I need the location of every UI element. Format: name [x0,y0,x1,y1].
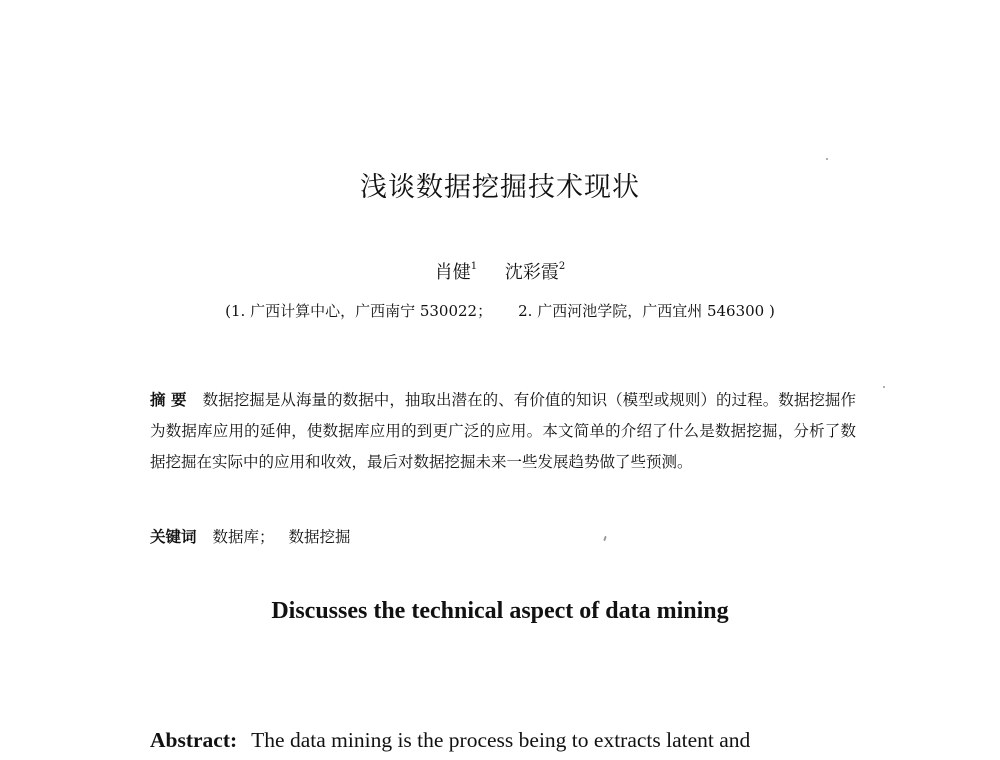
abstract-en-label: Abstract: [150,728,238,752]
abstract-cn [150,385,856,478]
author-name: 沈彩霞 [504,262,559,283]
author-affil-mark: 1 [470,261,478,272]
keywords-label: 关键词 [150,528,197,546]
affiliation-2: 2. 广西河池学院，广西宜州 546300 [518,302,765,320]
keywords [150,525,856,547]
paper-title-cn: 浅谈数据挖掘技术现状 [360,172,640,203]
abstract-en-text: The data mining is the process being to extracts latent and [251,728,751,752]
scan-speck [883,386,885,388]
abstract-cn-text: 数据挖掘是从海量的数据中，抽取出潜在的、有价值的知识（模型或规则）的过程。数据挖掘作为数据库应用的延伸，使数据库应用的到更广泛的应用。本文简单的介绍了什么是数据挖掘，分析了数据挖掘在实际中的应用和收效，最后对数据挖掘未来一些发展趋势做了些预测。 [150,391,856,471]
paper-title-en: Discusses the technical aspect of data mining [271,598,729,624]
affiliation-1: 1. 广西计算中心，广西南宁 530022； [230,302,493,320]
affil-open-paren: ( [225,302,231,320]
affil-close-paren: ) [769,302,775,320]
author-affil-mark: 2 [558,261,566,272]
author-line [0,258,1000,284]
affiliations [0,300,1000,321]
abstract-cn-label: 摘 要 [150,391,187,409]
scan-speck [826,158,828,160]
author-name: 肖健 [434,262,471,283]
keyword-item: 数据库； [212,528,275,546]
keyword-item: 数据挖掘 [288,528,351,546]
abstract-en [150,728,856,753]
